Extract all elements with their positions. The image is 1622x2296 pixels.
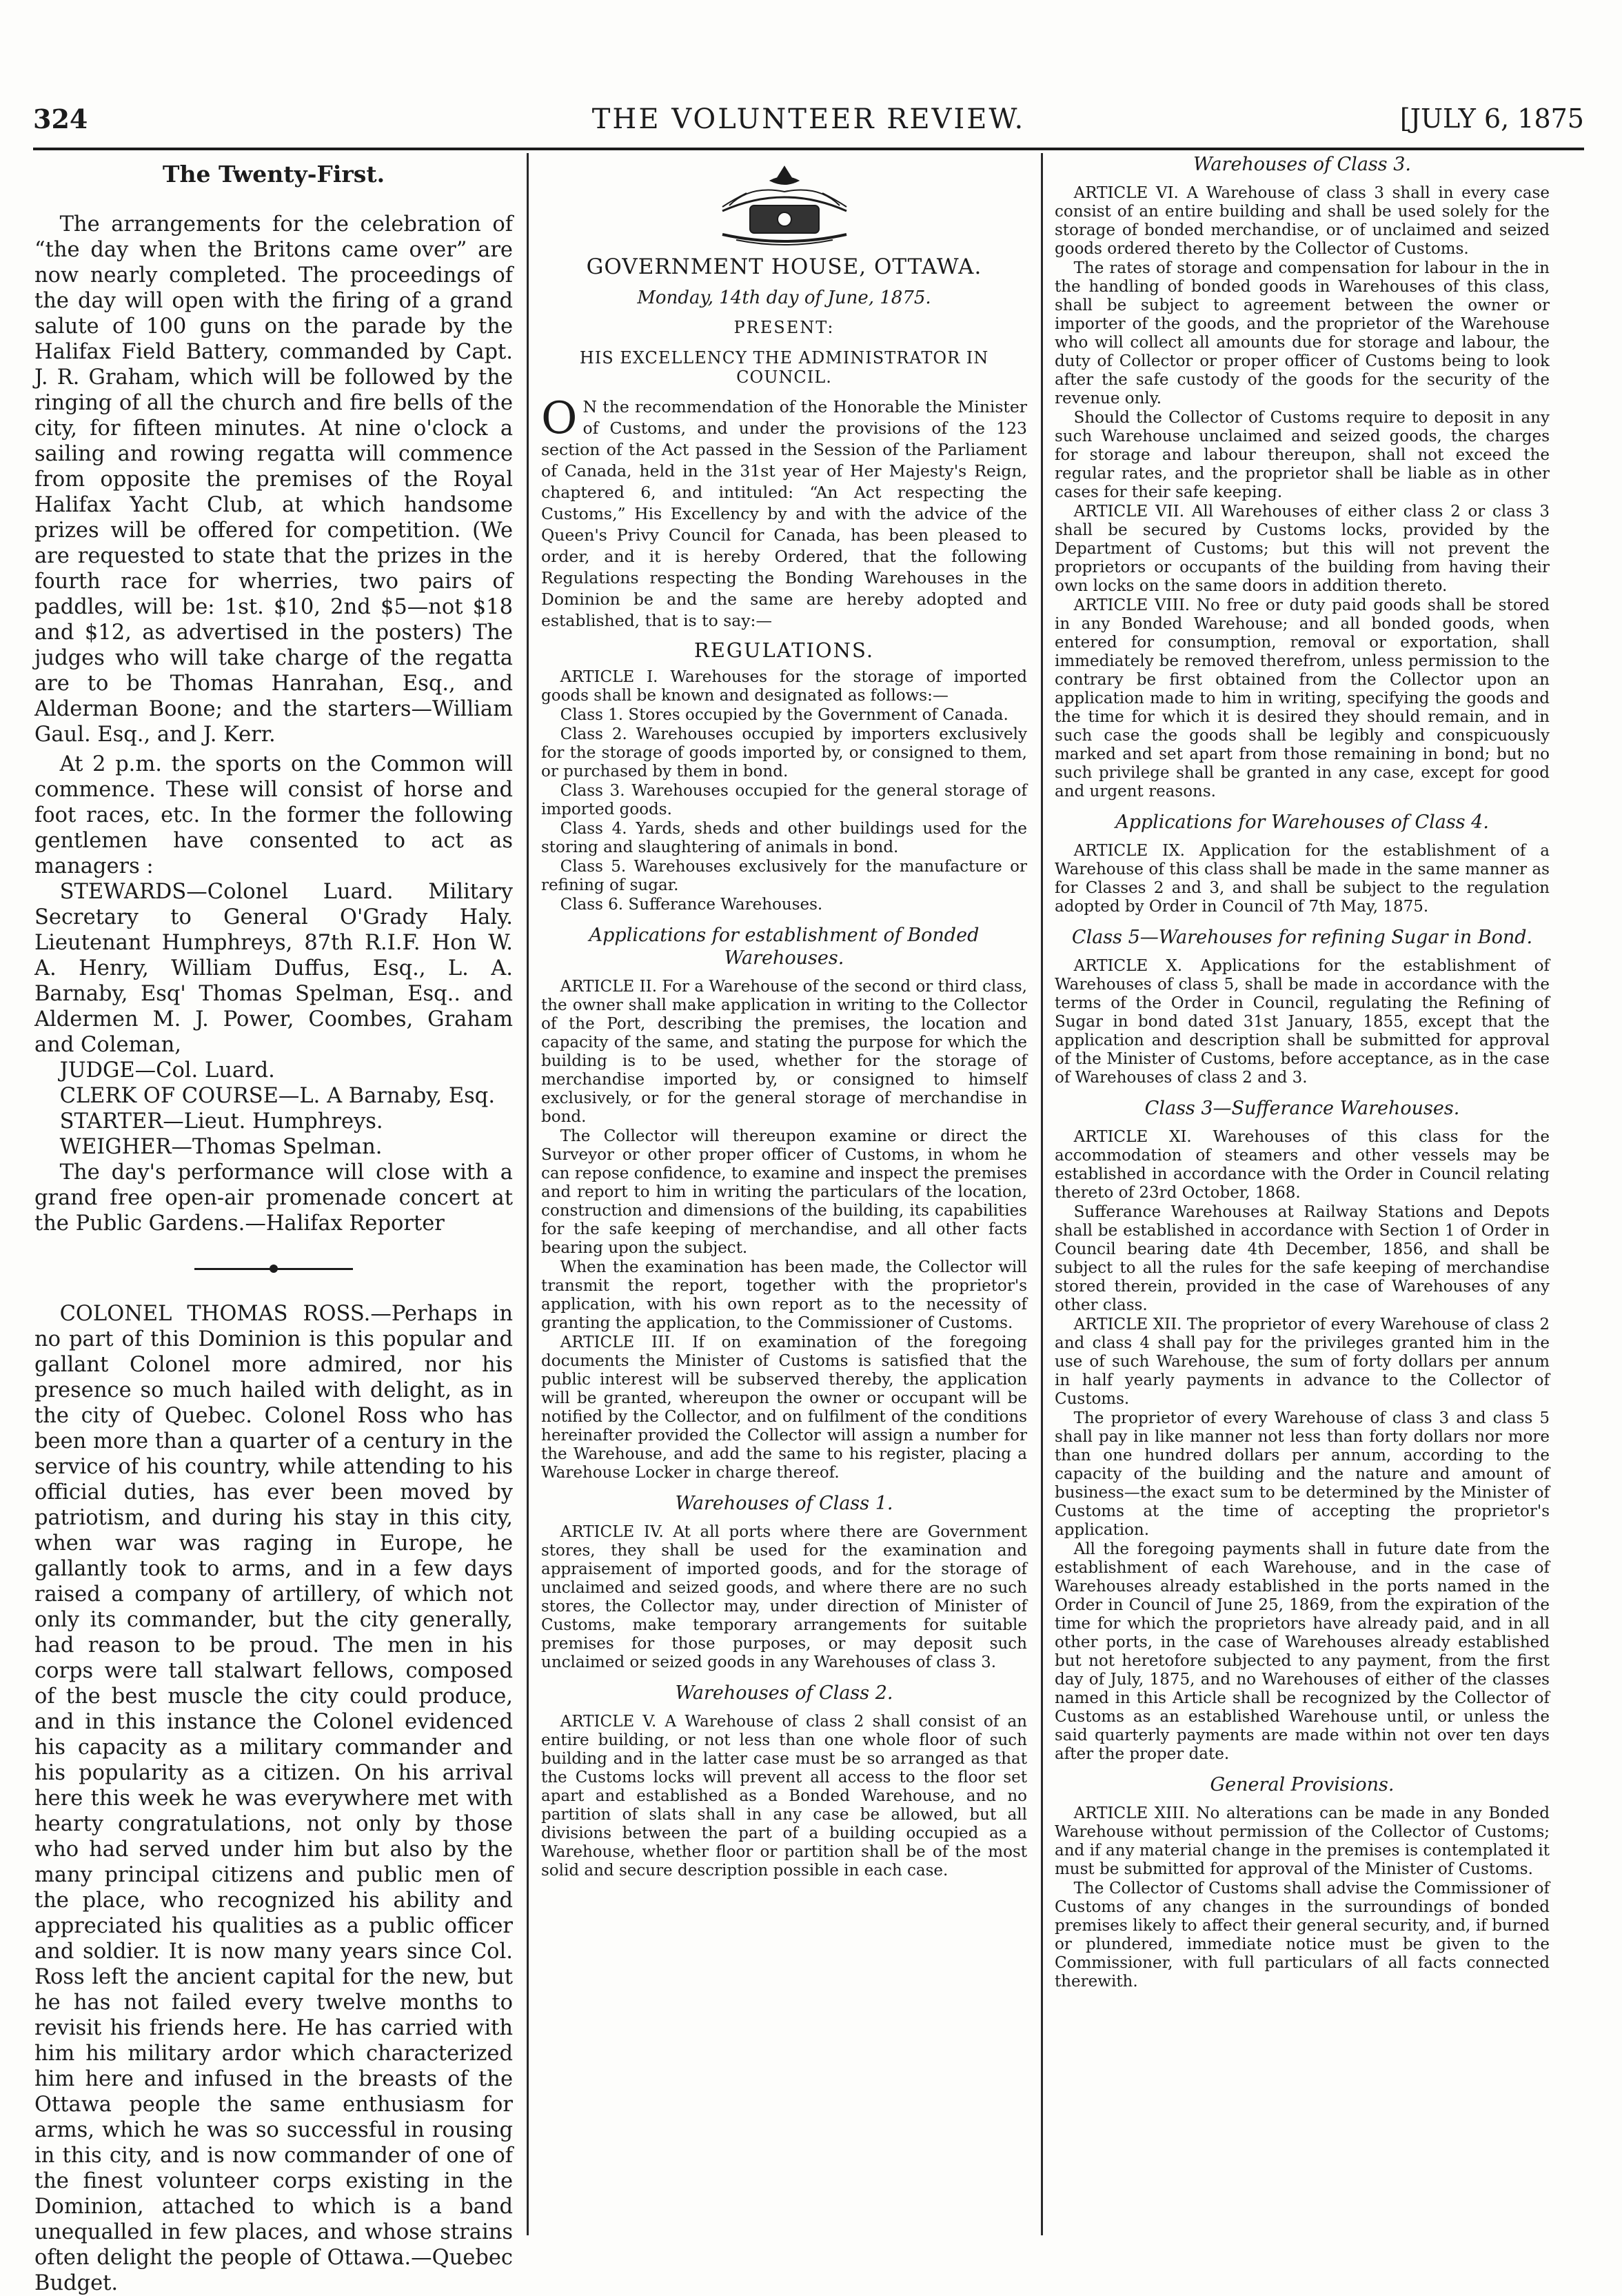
section-heading: Warehouses of Class 2. xyxy=(675,1682,893,1704)
drop-cap: O xyxy=(541,393,578,444)
present-label: PRESENT: xyxy=(733,318,835,337)
column-3 xyxy=(1055,153,1550,2242)
article: ARTICLE XII. The proprietor of every Warehouse of class 2 and class 4 shall pay for the privileges granted him in the use of such Warehouse, the sum of forty dollars per annum in half yearly payments in advance to the Collector of Customs. xyxy=(1055,1316,1550,1408)
newspaper-title: THE VOLUNTEER REVIEW. xyxy=(591,103,1026,135)
column-divider-2 xyxy=(1041,153,1043,2235)
article: ARTICLE IX. Application for the establishment of a Warehouse of this class shall be made in the same manner as for Classes 2 and 3, and shall be subject to the regulation adopted by Order in Council of 7th May, 1875. xyxy=(1055,842,1550,916)
masthead-rule xyxy=(33,148,1584,150)
credit-line: STARTER—Lieut. Humphreys. xyxy=(59,1109,383,1134)
section-heading: Warehouses of Class 3. xyxy=(1193,154,1411,175)
class-item: Class 6. Sufferance Warehouses. xyxy=(560,896,823,914)
article: The Collector of Customs shall advise the Commissioner of Customs of any changes in the surroundings of bonded premises likely to affect their general security, and, if burned or plundered, immediate notice must be given to the Commissioner, with full particulars of all facts connected therewith. xyxy=(1055,1880,1550,1991)
section-heading: Warehouses of Class 1. xyxy=(675,1493,893,1514)
section-heading: Class 3—Sufferance Warehouses. xyxy=(1144,1098,1460,1119)
section-heading: Class 5—Warehouses for refining Sugar in Bond. xyxy=(1071,927,1533,948)
article: The Collector will thereupon examine or direct the Surveyor or other proper officer of Customs, in whom he can repose confidence, to examine and inspect the premises and report to him in writing the particulars of the location, construction and dimensions of the building, its capabilities for the safe keeping of merchandise, and all other facts bearing upon the subject. xyxy=(541,1127,1027,1257)
article: ARTICLE VIII. No free or duty paid goods shall be stored in any Bonded Warehouse; and all bonded goods, when entered for consumption, removal or exportation, shall immediately be removed therefrom, unless permission to the contrary be first obtained from the Collector upon an application made to him in writing, specifying the goods and the time for which it is desired they should remain, and in such case the goods shall be legibly and conspicuously marked and set apart from those remaining in bond; but no such privilege shall be granted in any case, except for good and urgent reasons. xyxy=(1055,596,1550,800)
article: ARTICLE III. If on examination of the foregoing documents the Minister of Customs is satisfied that the public interest will be subserved thereby, the application will be granted, whereupon the owner or occupant will be notified by the Collector, and on fulfilment of the conditions hereinafter provided the Collector will assign a number for the Warehouse, and add the same to his register, placing a Warehouse Locker in charge thereof. xyxy=(541,1333,1027,1482)
article: ARTICLE X. Applications for the establishment of Warehouses of class 5, shall be made in accordance with the terms of the Order in Council, regulating the Refining of Sugar in bond dated 31st January, 1855, except that the application and description shall be submitted for approval of the Minister of Customs, before acceptance, as in the case of Warehouses of class 2 and 3. xyxy=(1055,957,1550,1087)
class-item: Class 1. Stores occupied by the Government of Canada. xyxy=(560,706,1008,724)
credit-line: WEIGHER—Thomas Spelman. xyxy=(59,1135,383,1159)
class-item: Class 4. Yards, sheds and other buildings used for the storing and slaughtering of animals in bond. xyxy=(541,820,1027,856)
article: ARTICLE I. Warehouses for the storage of imported goods shall be known and designated as follows:— xyxy=(541,668,1027,705)
article: ARTICLE II. For a Warehouse of the second or third class, the owner shall make application in writing to the Collector of the Port, describing the premises, the location and capacity of the same, and stating the purpose for which the building is to be used, whether for the storage of merchandise imported by, or consigned to himself exclusively, or for the general storage of merchandise in bond. xyxy=(541,978,1027,1126)
ross-paragraph: COLONEL THOMAS ROSS.—Perhaps in no part of this Dominion is this popular and gallant Colonel more admired, nor his presence so much hailed with delight, as in the city of Quebec. Colonel Ross who has been more than a quarter of a century in the service of his country, while attending to his official duties, has ever been moved by patriotism, and during his stay in this city, when war was raging in Europe, he gallantly took to arms, and in a few days raised a company of artillery, of which not only its commander, but the city generally, had reason to be proud. The men in his corps were tall stalwart fellows, composed of the best muscle the city could produce, and in this instance the Colonel evidenced his capacity as a military commander and his popularity as a citizen. On his arrival here this week he was everywhere met with hearty congratulations, not only by those who had served under him but also by the many principal citizens and public men of the place, who recognized his ability and appreciated his qualities as a public officer and soldier. It is now many years since Col. Ross left the ancient capital for the new, but he has not failed every twelve months to revisit his friends here. He has carried with him his military ardor which characterized him here and infused in the breasts of the Ottawa people the same enthusiasm for arms, which he was so successful in rousing in this city, and is now commander of one of the finest volunteer corps existing in the Dominion, attached to which is a band unequalled in few places, and whose strains often delight the people of Ottawa.—Quebec Budget. xyxy=(34,1302,513,2295)
article: ARTICLE IV. At all ports where there are Government stores, they shall be used for the examination and appraisement of imported goods, and for the storage of unclaimed and seized goods, and where there are no such stores, the Collector may, under direction of Minister of Customs, make temporary arrangements for suitable premises for those purposes, or may deposit such unclaimed or seized goods in any Warehouses of class 3. xyxy=(541,1523,1027,1671)
class-item: Class 5. Warehouses exclusively for the manufacture or refining of sugar. xyxy=(541,858,1027,894)
article: ARTICLE XI. Warehouses of this class for the accommodation of steamers and other vessels may be established in accordance with the Order in Council relating thereto of 23rd October, 1868. xyxy=(1055,1128,1550,1202)
article-title: The Twenty-First. xyxy=(162,161,385,188)
separator-dot xyxy=(270,1265,278,1273)
proclamation-date: Monday, 14th day of June, 1875. xyxy=(637,288,931,308)
article: ARTICLE VII. All Warehouses of either class 2 or class 3 shall be secured by Customs locks, provided by the Department of Customs; but this will not prevent the proprietors or occupants of the building from having their own locks on the same doors in addition thereto. xyxy=(1055,503,1550,595)
excellency-line: HIS EXCELLENCY THE ADMINISTRATOR IN COUNCIL. xyxy=(579,348,989,387)
article: All the foregoing payments shall in future date from the establishment of each Warehouse, and in the case of Warehouses already established in the ports named in the Order in Council of June 25, 1869, from the expiration of the time for which the proprietors have already paid, and in all other ports, in the case of Warehouses already established but not heretofore subjected to any payment, from the first day of July, 1875, and no Warehouses of either of the classes named in this Article shall be recognized by the Collector of Customs as an established Warehouse until, or unless the said quarterly payments are made within not over ten days after the proper date. xyxy=(1055,1540,1550,1763)
closing-paragraph: The day's performance will close with a grand free open-air promenade concert at the Public Gardens.—Halifax Reporter xyxy=(34,1160,513,1236)
section-heading: Applications for Warehouses of Class 4. xyxy=(1115,812,1489,833)
intro-text: N the recommendation of the Honorable the Minister of Customs, and under the provisions of the 123 section of the Act passed in the Session of the Parliament of Canada, held in the 31st year of Her Majesty's Reign, chaptered 6, and intituled: “An Act respecting the Customs,” His Excellency by and with the advice of the Queen's Privy Council for Canada, has been pleased to order, and it is hereby Ordered, that the following Regulations respecting the Bonding Warehouses in the Dominion be and the same are hereby adopted and established, that is to say:— xyxy=(541,397,1027,630)
section-heading: Applications for establishment of Bonded Warehouses. xyxy=(589,925,980,969)
article: The rates of storage and compensation for labour in the in the handling of bonded goods in Warehouses of this class, shall be subject to agreement between the owner or importer of the goods, and the proprietor of the Warehouse who will collect all amounts due for storage and labour, the duty of Collector or proper officer of Customs being to look after the safe custody of the goods for the security of the revenue only. xyxy=(1055,259,1550,407)
article: ARTICLE V. A Warehouse of class 2 shall consist of an entire building, or not less than one whole floor of such building and in the latter case must be so arranged as that the Customs locks will prevent all access to the floor set apart and established as a Bonded Warehouse, and no partition of slats shall in any case be allowed, but all divisions between the part of a building occupied as a Warehouse, whether floor or partition shall be of the most solid and secure description possible in each case. xyxy=(541,1713,1027,1880)
royal-crest-icon xyxy=(681,157,888,254)
intro-paragraph xyxy=(541,393,1027,632)
column-divider-1 xyxy=(527,153,529,2235)
paragraph: At 2 p.m. the sports on the Common will commence. These will consist of horse and foot races, etc. In the former the following gentlemen have consented to act as managers : xyxy=(34,752,513,878)
section-heading: General Provisions. xyxy=(1210,1774,1395,1795)
article: Should the Collector of Customs require to deposit in any such Warehouse unclaimed and seized goods, the charges for storage and labour thereupon, shall not exceed the regular rates, and the proprietor shall be liable as in other cases for their safe keeping. xyxy=(1055,409,1550,501)
article: Sufferance Warehouses at Railway Stations and Depots shall be established in accordance with Section 1 of Order in Council bearing date 4th December, 1856, and shall be subject to all the rules for the safe keeping of merchandise stored therein, provided in the case of Warehouses of any other class. xyxy=(1055,1203,1550,1314)
issue-date: [JULY 6, 1875 xyxy=(1399,103,1584,134)
masthead xyxy=(33,103,1584,152)
article: When the examination has been made, the Collector will transmit the report, together with the proprietor's application, with his own report as to the necessity of granting the application, to the Commissioner of Customs. xyxy=(541,1258,1027,1332)
proclamation-title: GOVERNMENT HOUSE, OTTAWA. xyxy=(586,254,982,279)
credits-list xyxy=(34,879,513,1160)
regulations-heading: REGULATIONS. xyxy=(693,638,875,662)
column-2 xyxy=(541,153,1027,2242)
class-item: Class 3. Warehouses occupied for the general storage of imported goods. xyxy=(541,782,1027,818)
article: The proprietor of every Warehouse of class 3 and class 5 shall pay in like manner not less than forty dollars nor more than one hundred dollars per annum, according to the capacity of the building and the nature and amount of business—the exact sum to be determined by the Minister of Customs at the time of accepting the proprietor's application. xyxy=(1055,1409,1550,1539)
paragraph: The arrangements for the celebration of “the day when the Britons came over” are now nearly completed. The proceedings of the day will open with the firing of a grand salute of 100 guns on the parade by the Halifax Field Battery, commanded by Capt. J. R. Graham, which will be followed by the ringing of all the church and fire bells of the city, for fifteen minutes. At nine o'clock a sailing and rowing regatta will commence from opposite the premises of the Royal Halifax Yacht Club, at which handsome prizes will be offered for competition. (We are requested to state that the prizes in the fourth race for wherries, two pairs of paddles, will be: 1st. $10, 2nd $5—not $18 and $12, as advertised in the posters) The judges who will take charge of the regatta are to be Thomas Hanrahan, Esq., and Alderman Boone; and the starters—William Gaul. Esq., and J. Kerr. xyxy=(34,212,513,747)
credit-line: CLERK OF COURSE—L. A Barnaby, Esq. xyxy=(59,1084,496,1108)
article: ARTICLE VI. A Warehouse of class 3 shall in every case consist of an entire building and shall be used solely for the storage of bonded merchandise, or of unclaimed and seized goods ordered thereto by the Collector of Customs. xyxy=(1055,184,1550,258)
credit-line: STEWARDS—Colonel Luard. Military Secretary to General O'Grady Haly. Lieutenant Humphreys, 87th R.I.F. Hon W. A. Henry, William Duffus, Esq., L. A. Barnaby, Esq' Thomas Spelman, Esq.. and Aldermen M. J. Power, Coombes, Graham and Coleman, xyxy=(34,880,513,1057)
credit-line: JUDGE—Col. Luard. xyxy=(59,1058,275,1082)
article: ARTICLE XIII. No alterations can be made in any Bonded Warehouse without permission of the Collector of Customs; and if any material change in the premises is contemplated it must be submitted for approval of the Minister of Customs. xyxy=(1055,1804,1550,1878)
column-1 xyxy=(34,153,513,2295)
section-separator xyxy=(194,1267,353,1271)
class-item: Class 2. Warehouses occupied by importers exclusively for the storage of goods imported by, or consigned to them, or purchased by them in bond. xyxy=(541,725,1027,781)
page-number: 324 xyxy=(33,103,88,134)
